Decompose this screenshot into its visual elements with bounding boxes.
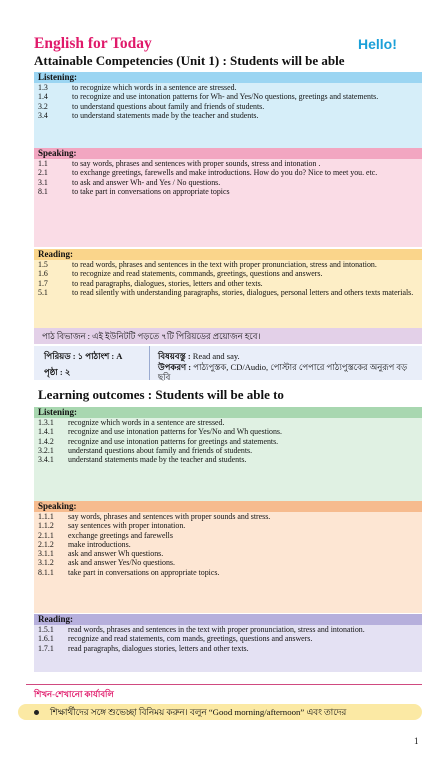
lesson-info-box	[34, 346, 422, 380]
page-number: 1	[414, 736, 419, 746]
competency-speaking-box	[34, 148, 422, 247]
competencies-heading: Attainable Competencies (Unit 1) : Students will be able	[34, 53, 345, 68]
outcomes-heading: Learning outcomes : Students will be able to	[38, 387, 284, 402]
page-label: পৃষ্ঠা : ২	[44, 367, 71, 377]
list-item	[34, 269, 422, 278]
item-text: say sentences with proper intonation.	[68, 521, 186, 531]
list-item	[34, 159, 422, 168]
competency-reading-box	[34, 249, 422, 328]
item-number: 3.1	[38, 177, 48, 187]
item-number: 3.1.2	[38, 558, 54, 568]
topic-value: Read and say.	[192, 351, 240, 361]
item-text: to ask and answer Wh- and Yes / No questions.	[72, 177, 221, 187]
item-text: read words, phrases and sentences in the text with proper pronunciation, stress and intonation.	[68, 625, 365, 634]
item-number: 3.1.1	[38, 549, 54, 559]
list-item	[34, 427, 422, 436]
item-number: 1.3	[38, 83, 48, 92]
activity-bullet-text: শিক্ষার্থীদের সঙ্গে শুভেচ্ছা বিনিময় করুন। বলুন “Good morning/afternoon” এবং তাদের	[50, 707, 347, 717]
item-text: exchange greetings and farewells	[68, 530, 173, 540]
materials-value: পাঠ্যপুস্তক, CD/Audio, পোস্টার পেপারে পাঠ্যপুস্তকের অনুরূপ বড় ছবি	[158, 362, 408, 382]
item-text: to read silently with understanding paragraphs, stories, dialogues, personal letters and others texts materials.	[72, 287, 414, 297]
period-label: পিরিয়ড : ১ পাঠাংশ : A	[44, 351, 123, 361]
section-title: Speaking:	[34, 148, 422, 159]
item-text: make introductions.	[68, 539, 131, 549]
item-number: 2.1.1	[38, 530, 54, 540]
item-text: to recognize which words in a sentence are stressed.	[72, 83, 237, 92]
item-text: to read paragraphs, dialogues, stories, letters and other texts.	[72, 278, 263, 288]
item-text: to recognize and use intonation patterns for Wh- and Yes/No questions, greetings and statements.	[72, 92, 379, 102]
list-item	[34, 168, 422, 177]
materials-label: উপকরণ :	[158, 362, 192, 372]
list-item	[34, 187, 422, 196]
materials-line	[158, 362, 416, 382]
list-item	[34, 540, 422, 549]
item-text: to take part in conversations on appropriate topics	[72, 186, 230, 196]
bullet-icon	[34, 710, 39, 715]
list-item	[34, 288, 422, 297]
section-title: Reading:	[34, 249, 422, 260]
list-item	[34, 260, 422, 269]
item-number: 2.1.2	[38, 539, 54, 549]
book-title: English for Today	[34, 35, 152, 52]
section-title: Listening:	[34, 407, 422, 418]
item-number: 1.1.2	[38, 521, 54, 531]
item-text: understand statements made by the teacher and students.	[68, 455, 247, 465]
item-number: 1.7.1	[38, 643, 54, 653]
item-text: to recognize and read statements, commands, greetings, questions and answers.	[72, 269, 323, 279]
list-item	[34, 634, 422, 643]
item-text: ask and answer Yes/No questions.	[68, 558, 175, 568]
outcome-listening-box	[34, 407, 422, 501]
list-item	[34, 92, 422, 101]
list-item	[34, 437, 422, 446]
list-item	[34, 521, 422, 530]
item-number: 5.1	[38, 287, 48, 297]
item-number: 1.6	[38, 269, 48, 279]
item-number: 1.3.1	[38, 418, 54, 427]
list-item	[34, 178, 422, 187]
list-item	[34, 512, 422, 521]
item-text: to exchange greetings, farewells and make introductions. How do you do? Nice to meet you. etc.	[72, 168, 378, 178]
item-text: understand questions about family and friends of students.	[68, 445, 253, 455]
item-number: 3.4	[38, 110, 48, 120]
item-text: to understand questions about family and friends of students.	[72, 101, 265, 111]
item-number: 1.6.1	[38, 634, 54, 644]
list-item	[34, 83, 422, 92]
item-text: recognize and use intonation patterns for Yes/No and Wh questions.	[68, 427, 282, 437]
hello-label: Hello!	[358, 36, 397, 52]
item-text: read paragraphs, dialogues stories, letters and other texts.	[68, 643, 249, 653]
list-item	[34, 558, 422, 567]
item-text: recognize and use intonation patterns for greetings and statements.	[68, 436, 279, 446]
item-number: 1.5.1	[38, 625, 54, 634]
list-item	[34, 102, 422, 111]
item-text: to understand statements made by the teacher and students.	[72, 110, 259, 120]
list-item	[34, 549, 422, 558]
outcome-reading-box	[34, 614, 422, 672]
item-number: 3.4.1	[38, 455, 54, 465]
item-number: 1.4.2	[38, 436, 54, 446]
item-number: 1.5	[38, 260, 48, 269]
section-title: Speaking:	[34, 501, 422, 512]
item-number: 1.1	[38, 159, 48, 168]
list-item	[34, 568, 422, 577]
list-item	[34, 455, 422, 464]
item-text: to say words, phrases and sentences with proper sounds, stress and intonation .	[72, 159, 321, 168]
item-number: 3.2.1	[38, 445, 54, 455]
list-item	[34, 279, 422, 288]
item-text: recognize which words in a sentence are stressed.	[68, 418, 225, 427]
item-number: 1.4	[38, 92, 48, 102]
outcome-speaking-box	[34, 501, 422, 613]
section-title: Reading:	[34, 614, 422, 625]
list-item	[34, 111, 422, 120]
item-number: 1.4.1	[38, 427, 54, 437]
competency-listening-box	[34, 72, 422, 148]
lesson-division: পাঠ বিভাজন : এই ইউনিটটি পড়তে ৭টি পিরিয়ডের প্রয়োজন হবে।	[34, 328, 422, 344]
item-number: 1.1.1	[38, 512, 54, 521]
item-number: 8.1.1	[38, 567, 54, 577]
item-number: 1.7	[38, 278, 48, 288]
divider	[149, 346, 150, 380]
activities-title: শিখন-শেখানো কার্যাবলি	[26, 684, 422, 702]
list-item	[34, 531, 422, 540]
item-number: 3.2	[38, 101, 48, 111]
topic-label: বিষয়বস্তু :	[158, 351, 191, 361]
item-number: 8.1	[38, 186, 48, 196]
item-text: take part in conversations on appropriate topics.	[68, 567, 220, 577]
item-text: say words, phrases and sentences with proper sounds and stress.	[68, 512, 271, 521]
list-item	[34, 446, 422, 455]
item-number: 2.1	[38, 168, 48, 178]
list-item	[34, 644, 422, 653]
list-item	[34, 418, 422, 427]
item-text: recognize and read statements, com mands, greetings, questions and answers.	[68, 634, 313, 644]
list-item	[34, 625, 422, 634]
topic-line	[158, 351, 240, 361]
section-title: Listening:	[34, 72, 422, 83]
item-text: to read words, phrases and sentences in the text with proper pronunciation, stress and intonation.	[72, 260, 377, 269]
item-text: ask and answer Wh questions.	[68, 549, 164, 559]
